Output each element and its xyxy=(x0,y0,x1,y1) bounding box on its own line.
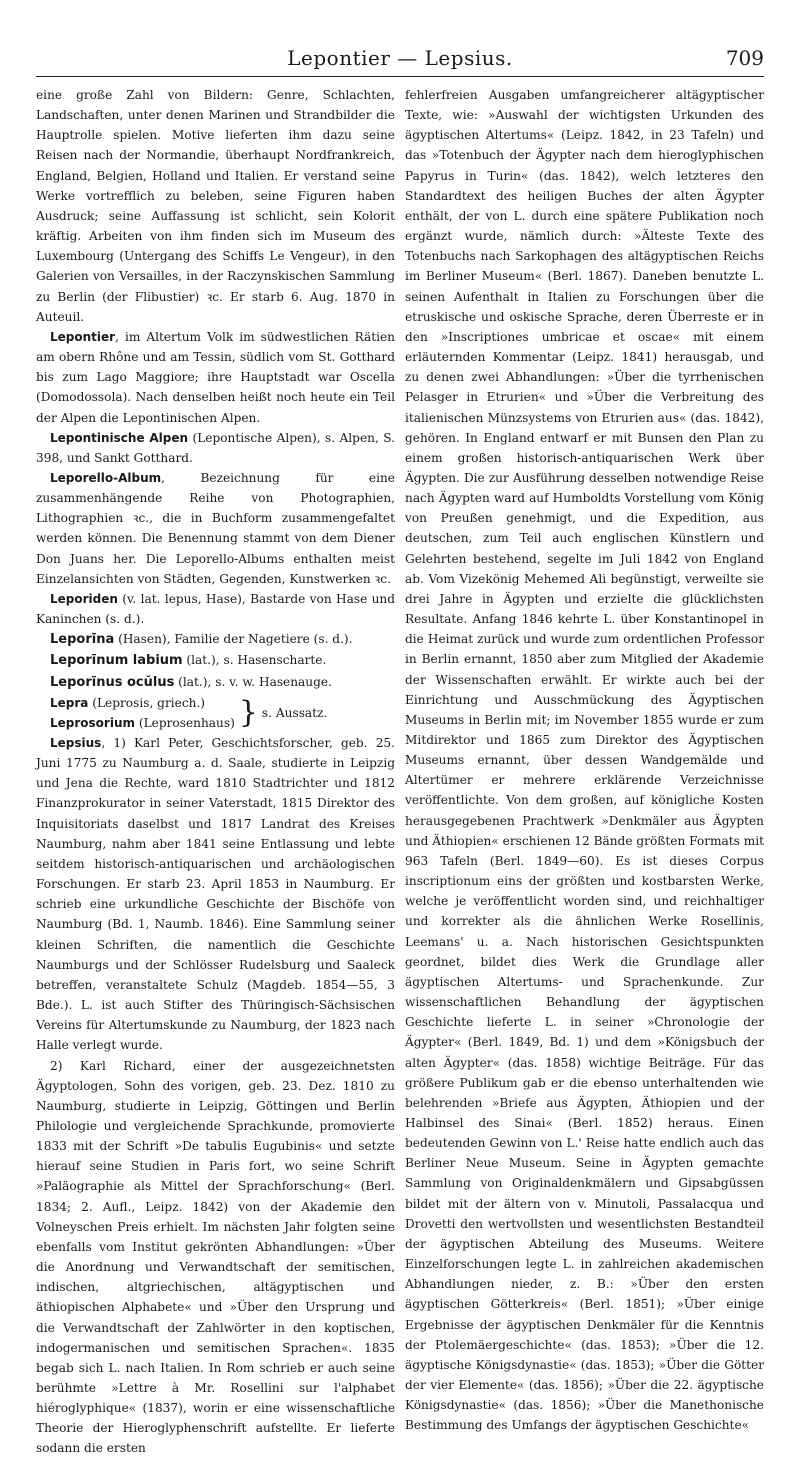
page-header xyxy=(36,42,764,77)
entry-continuation: eine große Zahl von Bildern: Genre, Schlachten, Landschaften, unter denen Marinen und Strandbilder die Hauptrolle spielen. Motive lieferten ihm dazu seine Reisen nach der Normandie, überhaupt Nordfrankreich, England, Belgien, Holland und Italien. Er verstand seine Werke vortrefflich zu beleben, seine Figuren haben Ausdruck; seine Auffassung ist schlicht, sein Kolorit kräftig. Arbeiten von ihm finden sich im Museum des Luxembourg (Untergang des Schiffs Le Vengeur), in den Galerien von Versailles, in der Raczynskischen Sammlung zu Berlin (der Flibustier) ꝛc. Er starb 6. Aug. 1870 in Auteuil. xyxy=(36,88,395,324)
entry-karl-richard: 2) Karl Richard, einer der ausgezeichnetsten Ägyptologen, Sohn des vorigen, geb. 23. Dez. 1810 zu Naumburg, studierte in Leipzig, Göttingen und Berlin Philologie und vergleichende Sprachkunde, promovierte 1833 mit der Schrift »De tabulis Eugubinis« und setzte hierauf seine Studien in Paris fort, wo seine Schrift »Paläographie als Mittel der Sprachforschung« (Berl. 1834; 2. Aufl., Leipz. 1842) von der Akademie den Volneyschen Preis erhielt. Im nächsten Jahr folgten seine ebenfalls vom Institut gekrönten Abhandlungen: »Über die Anordnung und Verwandtschaft der semitischen, indischen, altgriechischen, altägyptischen und äthiopischen Alphabete« und »Über den Ursprung und die Verwandtschaft der Zahlwörter in den koptischen, indogermanischen und semitischen Sprachen«. 1835 begab sich L. nach Italien. In Rom schrieb er auch seine berühmte »Lettre à Mr. Rosellini sur l'alphabet hiéroglyphique« (1837), worin er eine wissenschaftliche Theorie der Hieroglyphenschrift aufstellte. Er lieferte sodann die ersten xyxy=(36,1058,395,1456)
entry-continuation: fehlerfreien Ausgaben umfangreicherer altägyptischer Texte, wie: »Auswahl der wichtigsten Urkunden des ägyptischen Altertums« (Leipz. 1842, in 23 Tafeln) und das »Totenbuch der Ägypter nach dem hieroglyphischen Papyrus in Turin« (das. 1842), welch letzteres den Standardtext des heiligen Buches der alten Ägypter enthält, der von L. durch eine spätere Publikation noch ergänzt wurde, nämlich durch: »Älteste Texte des Totenbuchs nach Sarkophagen des altägyptischen Reichs im Berliner Museum« (Berl. 1867). Daneben benutzte L. seinen Aufenthalt in Italien zu Forschungen über die etruskische und oskische Sprache, deren Überreste er in den »Inscriptiones umbricae et oscae« mit einem erläuternden Kommentar (Leipz. 1841) herausgab, und zu denen zwei Abhandlungen: »Über die tyrrhenischen Pelasger in Etrurien« und »Über die Verbreitung des italienischen Münzsystems von Etrurien aus« (das. 1842), gehören. In England entwarf er mit Bunsen den Plan zu einem großen historisch-antiquarischen Werk über Ägypten. Die zur Ausführung desselben notwendige Reise nach Ägypten ward auf Humboldts Vorstellung vom König von Preußen genehmigt, und die Expedition, aus deutschen, zum Teil auch englischen Künstlern und Gelehrten bestehend, segelte im Juli 1842 von England ab. Vom Vizekönig Mehemed Ali begünstigt, verweilte sie drei Jahre in Ägypten und erzielte die glücklichsten Resultate. Anfang 1846 kehrte L. über Konstantinopel in die Heimat zurück und wurde zum ordentlichen Professor in Berlin ernannt, 1850 aber zum Mitglied der Akademie der Wissenschaften erwählt. Er wirkte auch bei der Einrichtung und Ausschmückung des Ägyptischen Museums in Berlin mit; im November 1855 wurde er zum Mitdirektor und 1865 zum Direktor des Ägyptischen Museums ernannt, über dessen Wandgemälde und Altertümer er mehrere erklärende Verzeichnisse veröffentlichte. Von dem großen, auf königliche Kosten herausgegebenen Prachtwerk »Denkmäler aus Ägypten und Äthiopien« erschienen 12 Bände größten Formats mit 963 Tafeln (Berl. 1849—60). Es ist dieses Corpus inscriptionum eins der größten und kostbarsten Werke, welche je veröffentlicht worden sind, und reichhaltiger und korrekter als die ähnlichen Werke Rosellinis, Leemans' u. a. Nach historischen Gesichtspunkten geordnet, bildet dies Werk die Grundlage aller ägyptischen Altertums- und Sprachenkunde. Zur wissenschaftlichen Behandlung der ägyptischen Geschichte lieferte L. in seiner »Chronologie der Ägypter« (Berl. 1849, Bd. 1) und dem »Königsbuch der alten Ägypter« (das. 1858) wichtige Beiträge. Für das größere Publikum gab er die ebenso unterhaltenden wie belehrenden »Briefe aus Ägypten, Äthiopien und der Halbinsel des Sinai« (Berl. 1852) heraus. Einen bedeutenden Gewinn von L.' Reise hatte endlich auch das Berliner Neue Museum. Seine in Ägypten gemachte Sammlung von Originaldenkmälern und Gipsabgüssen bildet mit der ältern von v. Minutoli, Passalacqua und Drovetti den wertvollsten und wesentlichsten Bestandteil der ägyptischen Abteilung des Museums. Weitere Einzelforschungen legte L. in zahlreichen akademischen Abhandlungen nieder, z. B.: »Über den ersten ägyptischen Götterkreis« (Berl. 1851); »Über einige Ergebnisse der ägyptischen Denkmäler für die Kenntnis der Ptolemäergeschichte« (das. 1853); »Über die 12. ägyptische Königsdynastie« (das. 1853); »Über die Götter der vier Elemente« (das. 1856); »Über die 22. ägyptische Königsdynastie« (das. 1856); »Über die Manethonische Bestimmung des Umfangs der ägyptischen Geschichte« xyxy=(405,88,764,1433)
entry-text: , im Altertum Volk im südwestlichen Rätien am obern Rhône und am Tessin, südlich vom St. Gotthard bis zum Lago Maggiore; ihre Hauptstadt war Oscella (Domodossola). Nach denselben heißt noch heute ein Teil der Alpen die Lepontinischen Alpen. xyxy=(36,329,395,425)
running-title: Lepontier — Lepsius. xyxy=(287,46,513,70)
entry-lepra xyxy=(36,693,235,713)
entry-leporina xyxy=(36,629,395,650)
entry-leporinus-oculus xyxy=(36,672,395,693)
entry-lepontinische-alpen xyxy=(36,428,395,468)
lemma: Lepontier xyxy=(50,329,116,344)
entry-lepra-leprosorium xyxy=(36,693,395,733)
entry-text: (lat.), s. v. w. Hasenauge. xyxy=(174,674,332,689)
text-columns xyxy=(36,85,764,1459)
lemma: Leporello-Album xyxy=(50,470,162,485)
entry-lepontier xyxy=(36,327,395,428)
lemma: Leprosorium xyxy=(50,715,136,730)
lemma: Lepontinische Alpen xyxy=(50,430,189,445)
lemma: Leporīnus ocŭlus xyxy=(50,674,175,690)
entry-text: , Bezeichnung für eine zusammenhängende Reihe von Photographien, Lithographien ꝛc., die in Buchform zusammengefaltet werden können. Die Benennung stammt von dem Diener Don Juans her. Die Leporello-Albums enthalten meist Einzelansichten von Städten, Gegenden, Kunstwerken ꝛc. xyxy=(36,470,395,586)
curly-brace-icon: } xyxy=(238,694,258,730)
page-number: 709 xyxy=(725,46,764,70)
entry-leporello-album xyxy=(36,468,395,589)
right-column xyxy=(405,85,764,1459)
lemma: Lepra xyxy=(50,695,89,710)
cross-reference: s. Aussatz. xyxy=(261,705,328,720)
entry-text: (Leprosis, griech.) xyxy=(88,695,206,710)
entry-text: (Hasen), Familie der Nagetiere (s. d.). xyxy=(114,632,353,647)
lemma: Leporiden xyxy=(50,591,118,606)
entry-leporinum-labium xyxy=(36,650,395,671)
entry-text: (Leprosenhaus) xyxy=(135,715,235,730)
entry-leprosorium xyxy=(36,713,235,733)
entry-leporiden xyxy=(36,589,395,629)
entry-text: , 1) Karl Peter, Geschichtsforscher, geb. 25. Juni 1775 zu Naumburg a. d. Saale, studierte in Leipzig und Jena die Rechte, ward 1810 Stadtrichter und 1812 Finanzprokurator in seiner Vaterstadt, 1815 Direktor des Inquisitoriats daselbst und 1817 Landrat des Kreises Naumburg, nahm aber 1841 seine Entlassung und lebte seitdem historisch-antiquarischen und archäologischen Forschungen. Er starb 23. April 1853 in Naumburg. Er schrieb eine urkundliche Geschichte der Bischöfe von Naumburg (Bd. 1, Naumb. 1846). Eine Sammlung seiner kleinen Schriften, die namentlich die Geschichte Naumburgs und der Schlösser Rudelsburg und Saaleck betreffen, veranstaltete Schulz (Magdeb. 1854—55, 3 Bde.). L. ist auch Stifter des Thüringisch-Sächsischen Vereins für Altertumskunde zu Naumburg, der 1823 nach Halle verlegt wurde. xyxy=(36,736,395,1053)
lemma: Leporīna xyxy=(50,632,115,648)
entry-text: (v. lat. lepus, Hase), Bastarde von Hase und Kaninchen (s. d.). xyxy=(36,591,395,627)
entry-text: (Lepontische Alpen), s. Alpen, S. 398, und Sankt Gotthard. xyxy=(36,430,395,465)
entry-text: (lat.), s. Hasenscharte. xyxy=(182,653,327,668)
lemma: Leporīnum labium xyxy=(50,653,183,669)
left-column xyxy=(36,85,395,1459)
lemma: Lepsius xyxy=(50,736,102,750)
entry-lepsius xyxy=(36,733,395,1056)
brace-entries xyxy=(36,693,235,733)
